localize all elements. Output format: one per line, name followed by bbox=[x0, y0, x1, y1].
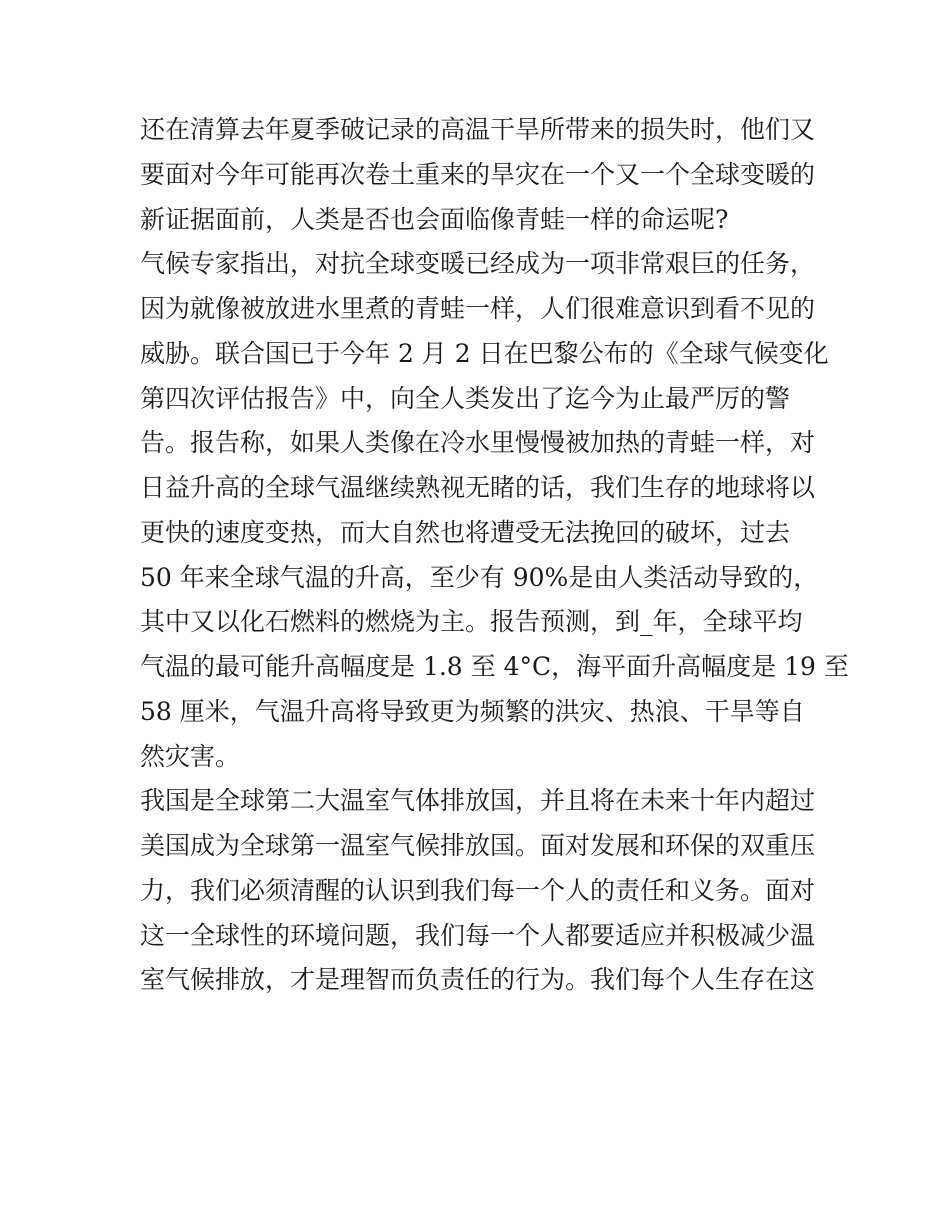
text-line-9: 日益升高的全球气温继续熟视无睹的话，我们生存的地球将以 bbox=[140, 473, 816, 502]
text-line-13: 气温的最可能升高幅度是 1.8 至 4°C，海平面升高幅度是 19 至 bbox=[140, 652, 849, 681]
text-line-2: 要面对今年可能再次卷土重来的旱灾在一个又一个全球变暖的 bbox=[140, 159, 816, 189]
text-line-18: 力，我们必须清醒的认识到我们每一个人的责任和义务。面对 bbox=[140, 875, 816, 905]
text-line-19: 这一全球性的环境问题，我们每一个人都要适应并积极减少温 bbox=[140, 920, 816, 950]
text-line-16: 我国是全球第二大温室气体排放国，并且将在未来十年内超过 bbox=[140, 786, 816, 816]
text-line-5: 因为就像被放进水里煮的青蛙一样，人们很难意识到看不见的 bbox=[140, 294, 816, 323]
text-line-17: 美国成为全球第一温室气候排放国。面对发展和环保的双重压 bbox=[140, 831, 816, 860]
text-line-7: 第四次评估报告》中，向全人类发出了迄今为止最严厉的警 bbox=[140, 383, 791, 413]
text-line-12: 其中又以化石燃料的燃烧为主。报告预测，到_年，全球平均 bbox=[140, 607, 803, 637]
text-line-1: 还在清算去年夏季破记录的高温干旱所带来的损失时，他们又 bbox=[140, 115, 816, 144]
text-line-6: 威胁。联合国已于今年 2 月 2 日在巴黎公布的《全球气候变化 bbox=[140, 338, 829, 368]
text-line-11: 50 年来全球气温的升高，至少有 90%是由人类活动导致的， bbox=[140, 562, 819, 592]
text-line-20: 室气候排放，才是理智而负责任的行为。我们每个人生存在这 bbox=[140, 965, 816, 995]
text-line-10: 更快的速度变热，而大自然也将遭受无法挽回的破坏，过去 bbox=[140, 517, 791, 547]
text-line-8: 告。报告称，如果人类像在冷水里慢慢被加热的青蛙一样，对 bbox=[140, 428, 816, 458]
document-body bbox=[140, 108, 849, 1003]
text-line-4: 气候专家指出，对抗全球变暖已经成为一项非常艰巨的任务， bbox=[140, 249, 816, 279]
text-line-14: 58 厘米，气温升高将导致更为频繁的洪灾、热浪、干旱等自 bbox=[140, 696, 805, 726]
text-line-3: 新证据面前，人类是否也会面临像青蛙一样的命运呢? bbox=[140, 204, 729, 234]
text-line-15: 然灾害。 bbox=[140, 741, 241, 771]
